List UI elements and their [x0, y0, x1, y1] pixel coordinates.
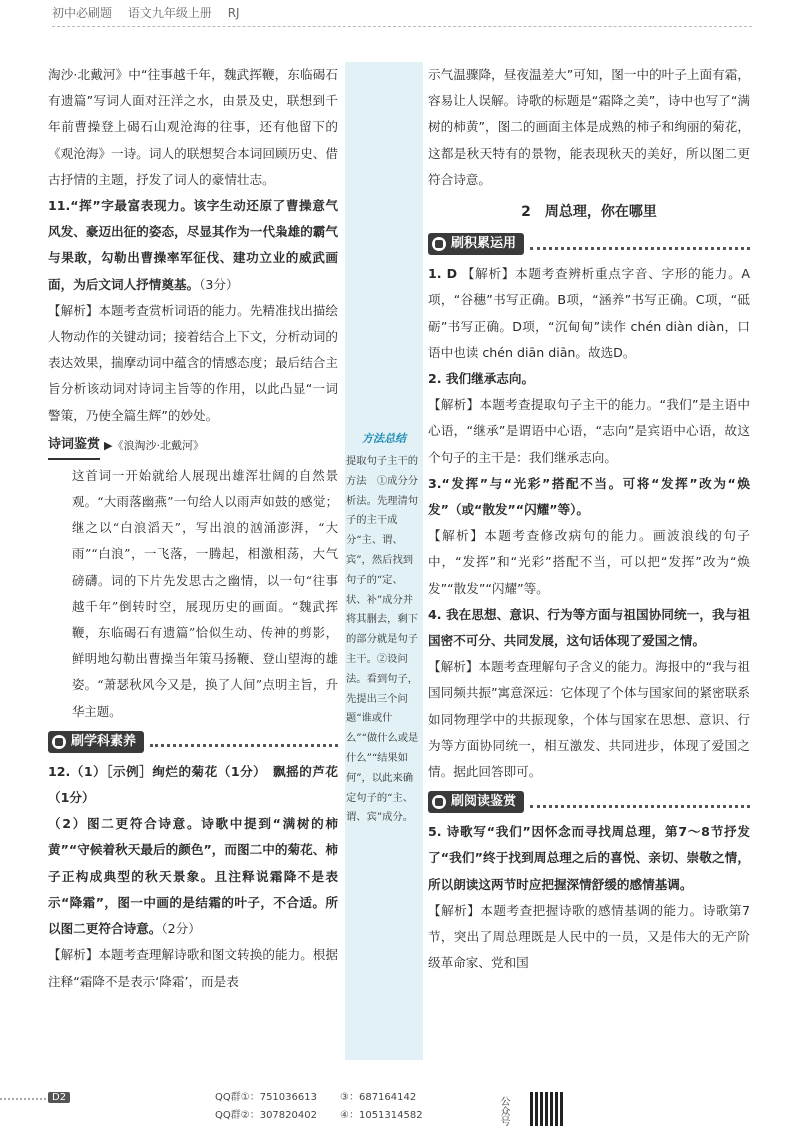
- answer-11: 11.“挥”字最富表现力。该字生动还原了曹操意气风发、豪迈出征的姿态，尽显其作为一代枭雄的霸气与果敢，勾勒出曹操率军征伐、建功立业的威武画面，为后文词人抒情奠基。（3分）: [48, 198, 338, 292]
- section-reading: 刷阅读鉴赏: [428, 789, 750, 815]
- page-header: [52, 4, 752, 27]
- right-column: [428, 62, 750, 977]
- poem-appreciation-heading: [48, 433, 338, 459]
- edition-label: RJ: [227, 6, 240, 20]
- poem-title: ▶《浪淘沙·北戴河》: [104, 438, 204, 452]
- series-name: 初中必刷题: [52, 6, 113, 20]
- wechat-label: 公众号: [498, 1096, 509, 1126]
- section-icon: [52, 735, 66, 749]
- answer-4: 4. 我在思想、意识、行为等方面与祖国协同统一，我与祖国密不可分、共同发展，这句话体现了爱国之情。: [428, 606, 750, 649]
- method-summary-text: 提取句子主干的方法 ①成分分析法。先理清句子的主干成分“主、谓、宾”，然后找到句子的“定、状、补”成分并将其删去，剩下的部分就是句子主干。②设问法。看到句子，先提出三个问题“谁或什么”“做什么或是什么”“结果如何”，以此来确定句子的“主、谓、宾”成分。: [346, 455, 419, 824]
- analysis-12: 【解析】本题考查理解诗歌和图文转换的能力。根据注释“霜降不是表示‘降霜’，而是表: [48, 947, 338, 989]
- section-subject-literacy: 刷学科素养: [48, 729, 338, 755]
- lesson-title: 2 周总理，你在哪里: [521, 204, 657, 221]
- section-icon: [432, 237, 446, 251]
- answer-2: 2. 我们继承志向。: [428, 371, 535, 387]
- analysis-5: 【解析】本题考查把握诗歌的感情基调的能力。诗歌第7节，突出了周总理既是人民中的一员，又是伟大的无产阶级革命家、党和国: [428, 902, 750, 971]
- continuation-paragraph: 淘沙·北戴河》中“往事越千年，魏武挥鞭，东临碣石有遗篇”写词人面对汪洋之水，由景及史，联想到千年前曹操登上碣石山观沧海的往事，还有他留下的《观沧海》一诗。词人的联想契合本词回顾历史、借古抒情的主题，抒发了词人的豪情壮志。: [48, 67, 338, 187]
- page-edge-dots: [0, 1098, 46, 1100]
- book-name: 语文九年级上册: [127, 6, 212, 20]
- analysis-2: 【解析】本题考查提取句子主干的能力。“我们”是主语中心语，“继承”是谓语中心语，“志向”是宾语中心语，故这个句子的主干是：我们继承志向。: [428, 397, 750, 465]
- section-icon: [432, 795, 446, 809]
- answer-5: 5. 诗歌写“我们”因怀念而寻找周总理，第7～8节抒发了“我们”终于找到周总理之后的喜悦、亲切、崇敬之情，所以朗读这两节时应把握深情舒缓的感情基调。: [428, 824, 750, 892]
- analysis-4: 【解析】本题考查理解句子含义的能力。海报中的“我与祖国同频共振”寓意深远：它体现了个体与国家间的紧密联系如同物理学中的共振现象，个体与国家在思想、意识、行为等方面协同统一，相互激发、共同进步，体现了爱国之情。据此回答即可。: [428, 659, 750, 780]
- analysis-3: 【解析】本题考查修改病句的能力。画波浪线的句子中，“发挥”和“光彩”搭配不当，可以把“发挥”改为“焕发”“散发”“闪耀”等。: [428, 528, 750, 596]
- answer-12-2: （2）图二更符合诗意。诗歌中提到“满树的柿黄”“守候着秋天最后的颜色”，而图二中的菊花、柿子正构成典型的秋天景象。且注释说霜降不是表示“降霜”，图一中画的是结霜的叶子，不合适。所以图二更符合诗意。（2分）: [48, 816, 338, 937]
- page-number: D2: [48, 1092, 70, 1103]
- answer-3: 3.“发挥”与“光彩”搭配不当。可将“发挥”改为“焕发”（或“散发”“闪耀”等）。: [428, 475, 750, 518]
- poem-tag: 诗词鉴赏: [48, 432, 100, 460]
- continuation-paragraph-right: 示气温骤降，昼夜温差大”可知，图一中的叶子上面有霜，容易让人误解。诗歌的标题是“霜降之美”，诗中也写了“满树的柿黄”，图二的画面主体是成熟的柿子和绚丽的菊花，这都是秋天特有的景物，能表现秋天的美好，所以图二更符合诗意。: [428, 67, 750, 187]
- poem-appreciation-text: 这首词一开始就给人展现出雄浑壮阔的自然景观。“大雨落幽燕”一句给人以雨声如鼓的感觉；继之以“白浪滔天”，写出浪的汹涌澎湃，“大雨”“白浪”，一飞落，一腾起，相激相荡，大气磅礴。词的下片先发思古之幽情，以一句“往事越千年”倒转时空，展现历史的画面。“魏武挥鞭，东临碣石有遗篇”恰似生动、传神的剪影，鲜明地勾勒出曹操当年策马扬鞭、登山望海的雄姿。“萧瑟秋风今又是，换了人间”点明主旨，升华主题。: [72, 467, 338, 719]
- qq-group-1: QQ群①：751036613: [215, 1092, 317, 1103]
- section-accumulation: 刷积累运用: [428, 231, 750, 257]
- left-column: [48, 62, 338, 995]
- qq-group-4: ④：1051314582: [340, 1110, 423, 1121]
- answer-12-1: 12.（1）［示例］绚烂的菊花（1分） 飘摇的芦花（1分）: [48, 763, 338, 806]
- method-summary-title: 方法总结: [362, 432, 406, 445]
- item-1: 1. D 【解析】本题考查辨析重点字音、字形的能力。A项，“谷穗”书写正确。B项，“涵养”书写正确。C项，“砥砺”书写正确。D项，“沉甸甸”读作 chén diàn diàn，口语中也读 chén diān diān。故选D。: [428, 266, 750, 360]
- qq-group-3: ③：687164142: [340, 1092, 417, 1103]
- qq-group-2: QQ群②：307820402: [215, 1110, 317, 1121]
- qr-code-icon: [530, 1092, 564, 1126]
- analysis-11: 【解析】本题考查赏析词语的能力。先精准找出描绘人物动作的关键动词；接着结合上下文，分析动词的表达效果，揣摩动词中蕴含的情感态度；最后结合主旨分析该动词对诗词主旨等的作用，以此凸显“一词警策，乃使全篇生辉”的妙处。: [48, 302, 338, 423]
